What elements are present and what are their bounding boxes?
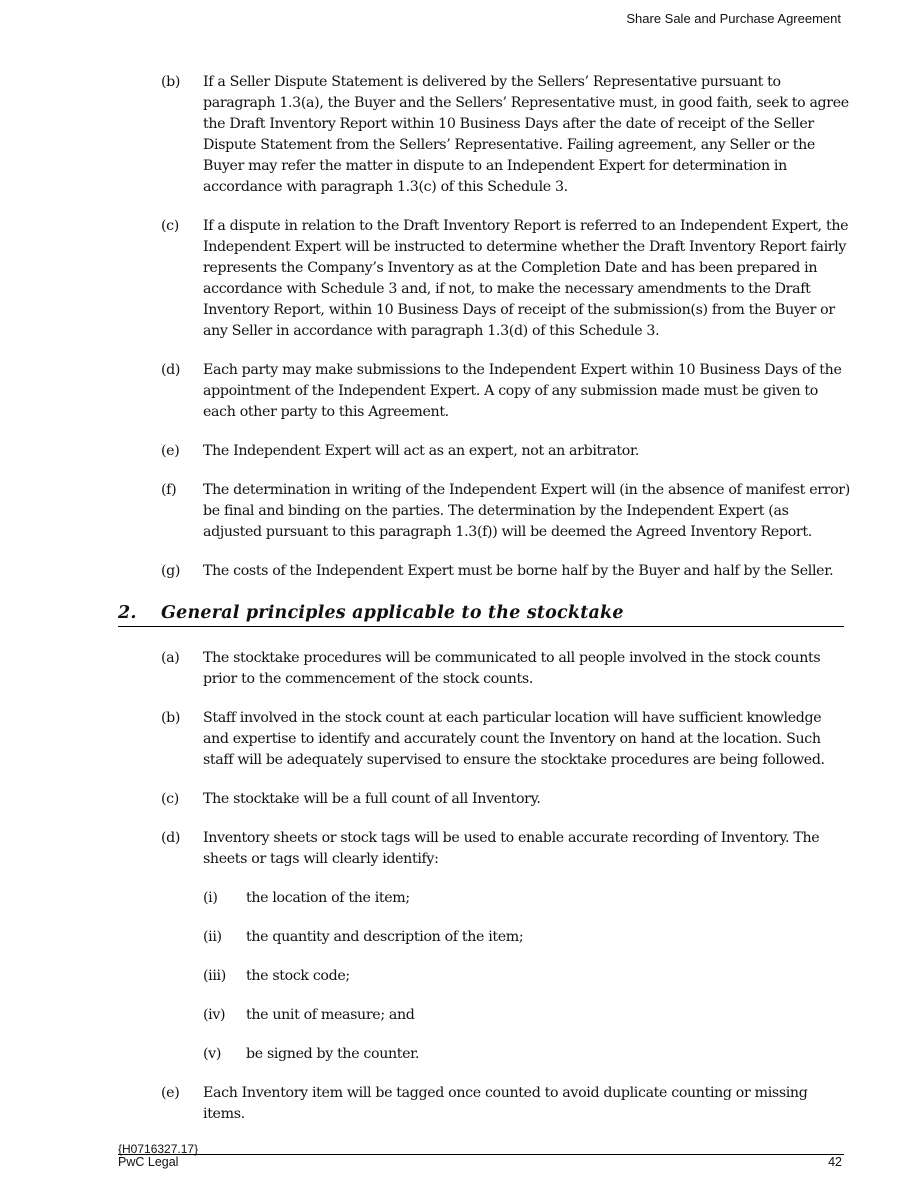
paragraph-text: Staff involved in the stock count at each particular location will have sufficient knowledge and expertise to identify and accurately count the Inventory on hand at the location. Such staff will be adequately supervised to ensure the stocktake procedures are being followed. [203,710,825,768]
section-item-c [161,789,851,810]
subitem-ii [203,927,843,948]
paragraph-f [161,480,851,543]
paragraph-d [161,360,851,423]
subitem-i [203,888,843,909]
paragraph-g [161,561,851,582]
section-heading [118,601,844,627]
footer-divider [118,1154,844,1155]
paragraph-text: If a Seller Dispute Statement is delivered by the Sellers’ Representative pursuant to paragraph 1.3(a), the Buyer and the Sellers’ Representative must, in good faith, seek to agree the Draft Inventory Report within 10 Business Days after the date of receipt of the Seller Dispute Statement from the Sellers’ Representative. Failing agreement, any Seller or the Buyer may refer the matter in dispute to an Independent Expert for determination in accordance with paragraph 1.3(c) of this Schedule 3. [203,74,849,195]
paragraph-text: Each Inventory item will be tagged once counted to avoid duplicate counting or missing items. [203,1085,808,1122]
paragraph-b [161,72,851,198]
subitem-text: the location of the item; [246,890,410,906]
paragraph-text: Each party may make submissions to the Independent Expert within 10 Business Days of the appointment of the Independent Expert. A copy of any submission made must be given to each other party to this Agreement. [203,362,842,420]
page-number: 42 [828,1155,842,1169]
subitem-label: (i) [203,890,218,906]
section-item-e [161,1083,851,1125]
paragraph-label: (a) [161,650,180,666]
section-number: 2. [118,603,137,623]
subitem-label: (v) [203,1046,222,1062]
subitem-text: the stock code; [246,968,350,984]
section-item-d [161,828,851,870]
subitem-text: the quantity and description of the item; [246,929,524,945]
paragraph-c [161,216,851,342]
paragraph-label: (b) [161,74,181,90]
footer-organisation: PwC Legal [118,1155,179,1169]
paragraph-label: (c) [161,218,179,234]
paragraph-label: (e) [161,443,180,459]
paragraph-text: The stocktake will be a full count of all Inventory. [203,791,541,807]
paragraph-text: If a dispute in relation to the Draft Inventory Report is referred to an Independent Expert, the Independent Expert will be instructed to determine whether the Draft Inventory Report fairly represents the Company’s Inventory as at the Completion Date and has been prepared in accordance with Schedule 3 and, if not, to make the necessary amendments to the Draft Inventory Report, within 10 Business Days of receipt of the submission(s) from the Buyer or any Seller in accordance with paragraph 1.3(d) of this Schedule 3. [203,218,849,339]
paragraph-e [161,441,851,462]
subitem-iv [203,1005,843,1026]
paragraph-text: The costs of the Independent Expert must be borne half by the Buyer and half by the Seller. [203,563,834,579]
paragraph-label: (b) [161,710,181,726]
paragraph-label: (d) [161,362,181,378]
paragraph-label: (d) [161,830,181,846]
subitem-label: (iii) [203,968,226,984]
paragraph-label: (g) [161,563,181,579]
subitem-v [203,1044,843,1065]
paragraph-label: (f) [161,482,177,498]
subitem-text: be signed by the counter. [246,1046,420,1062]
subitem-label: (ii) [203,929,222,945]
paragraph-text: The stocktake procedures will be communicated to all people involved in the stock counts prior to the commencement of the stock counts. [203,650,821,687]
paragraph-text: The Independent Expert will act as an expert, not an arbitrator. [203,443,639,459]
subitem-iii [203,966,843,987]
paragraph-text: Inventory sheets or stock tags will be used to enable accurate recording of Inventory. The sheets or tags will clearly identify: [203,830,820,867]
section-item-a [161,648,851,690]
section-title: General principles applicable to the stocktake [161,603,624,623]
paragraph-text: The determination in writing of the Independent Expert will (in the absence of manifest error) be final and binding on the parties. The determination by the Independent Expert (as adjusted pursuant to this paragraph 1.3(f)) will be deemed the Agreed Inventory Report. [203,482,850,540]
paragraph-label: (e) [161,1085,180,1101]
subitem-text: the unit of measure; and [246,1007,415,1023]
document-reference: {H0716327.17} [118,1142,199,1156]
paragraph-label: (c) [161,791,179,807]
running-header: Share Sale and Purchase Agreement [626,11,841,26]
subitem-label: (iv) [203,1007,226,1023]
section-item-b [161,708,851,771]
